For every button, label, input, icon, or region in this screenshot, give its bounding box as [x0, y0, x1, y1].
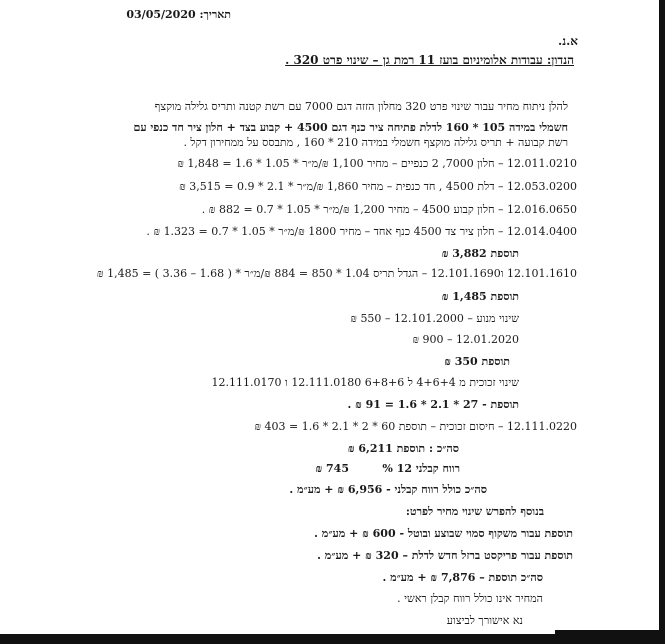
- item-line-1: 12.011.0210 – חלון 7000, 2 כנפיים – מחיר 1,100 ₪/מ״ר * 1.05 * 1.6 = 1,848 ₪: [177, 157, 577, 170]
- extra-line-1: תוספת עבור משקוף סמוי שבוצע ובוטל - 600 ₪ + מע״מ .: [314, 527, 573, 540]
- intro-line-1: להלן ניתוח מחיר עבור שינוי פרט 320 מחלון הזזה דגם 7000 עם רשת קטנה ותריס גלילה מוקצף: [154, 100, 568, 113]
- intro-line-3: רשת קבועה + תריס גלילה מוקצף חשמלי במידה 210 * 160 , מתבסס על ממחירון דקל .: [183, 136, 568, 149]
- addition-1: תוספת 3,882 ₪: [441, 247, 519, 260]
- profit-label: רווח קבלני 12 %: [382, 462, 460, 475]
- grand-total: סה״כ תוספת – 7,876 ₪ + מע״מ .: [382, 571, 543, 584]
- motor-line-2: 12.01.2020 – 900 ₪: [412, 333, 519, 346]
- extra-header: בנוסף להפרש שינוי מחיר לפרט:: [405, 505, 544, 518]
- motor-line-1: שינוי מנוע – 12.101.2000 – 550 ₪: [350, 312, 519, 325]
- item-line-3: 12.016.0650 – חלון קבוע 4500 – מחיר 1,200 ₪/מ״ר * 1.05 * 0.7 = 882 ₪ .: [201, 203, 577, 216]
- shutter-line: 12.101.1610 ו12.101.1690 – הגדל תריס 1.04 * 850 = 884 ₪/מ״ר * ( 1.68 – 3.36 ) = 1,485 ₪: [96, 267, 577, 280]
- total-with-profit: סה״כ כולל רווח קבלני - 6,956 ₪ + מע״מ .: [289, 483, 487, 496]
- addition-3: תוספת 350 ₪: [444, 355, 510, 368]
- scan-border-corner: [555, 630, 665, 644]
- addition-2: תוספת 1,485 ₪: [441, 290, 519, 303]
- intro-line-2: חשמלי במידה 105 * 160 לדלת פתיחה ציר כנף דגם 4500 + קבוע בצד + חלון ציר חד כנפי עם: [133, 121, 568, 134]
- note: המחיר אינו כולל רווח קבלן ראשי .: [397, 592, 543, 605]
- item-line-2: 12.053.0200 – דלת 4500 , חד כנפית – מחיר 1,860 ₪/מ״ר * 2.1 * 0.9 = 3,515 ₪: [179, 180, 577, 193]
- glass-line: שינוי זכוכית מ 4+6+4 ל 6+8+6 12.111.0180 ו 12.111.0170: [211, 376, 519, 389]
- extra-line-2: תוספת עבור פריקסט ברזל חדש לדלת – 320 ₪ + מע״מ .: [317, 549, 573, 562]
- recipient: א.נ.: [558, 34, 578, 48]
- subtotal: סה״כ : תוספת 6,211 ₪: [347, 442, 459, 455]
- subject-prefix: הנדון:: [546, 53, 574, 67]
- item-line-4: 12.014.0400 – חלון ציר צד 4500 כנף אחד – מחיר 1800 ₪/מ״ר * 1.05 * 0.7 = 1.323 ₪ .: [146, 225, 577, 238]
- date-line: תאריך: 03/05/2020: [126, 8, 231, 21]
- subject-text: עבודות אלומיניום בועז 11 רמת גן – שינוי פרט 320 .: [285, 53, 547, 67]
- subject-line: [285, 53, 574, 67]
- scan-border-right: [659, 0, 665, 644]
- reinforce-line: 12.111.0220 – חיסום זכוכית – תוספת 60 * 2 * 2.1 * 1.6 = 403 ₪: [254, 420, 577, 433]
- profit-value: 745 ₪: [315, 462, 349, 475]
- approval: נא אישורך לביצוע: [446, 614, 523, 627]
- glass-addition: תוספת - 27 * 2.1 * 1.6 = 91 ₪ .: [347, 398, 519, 411]
